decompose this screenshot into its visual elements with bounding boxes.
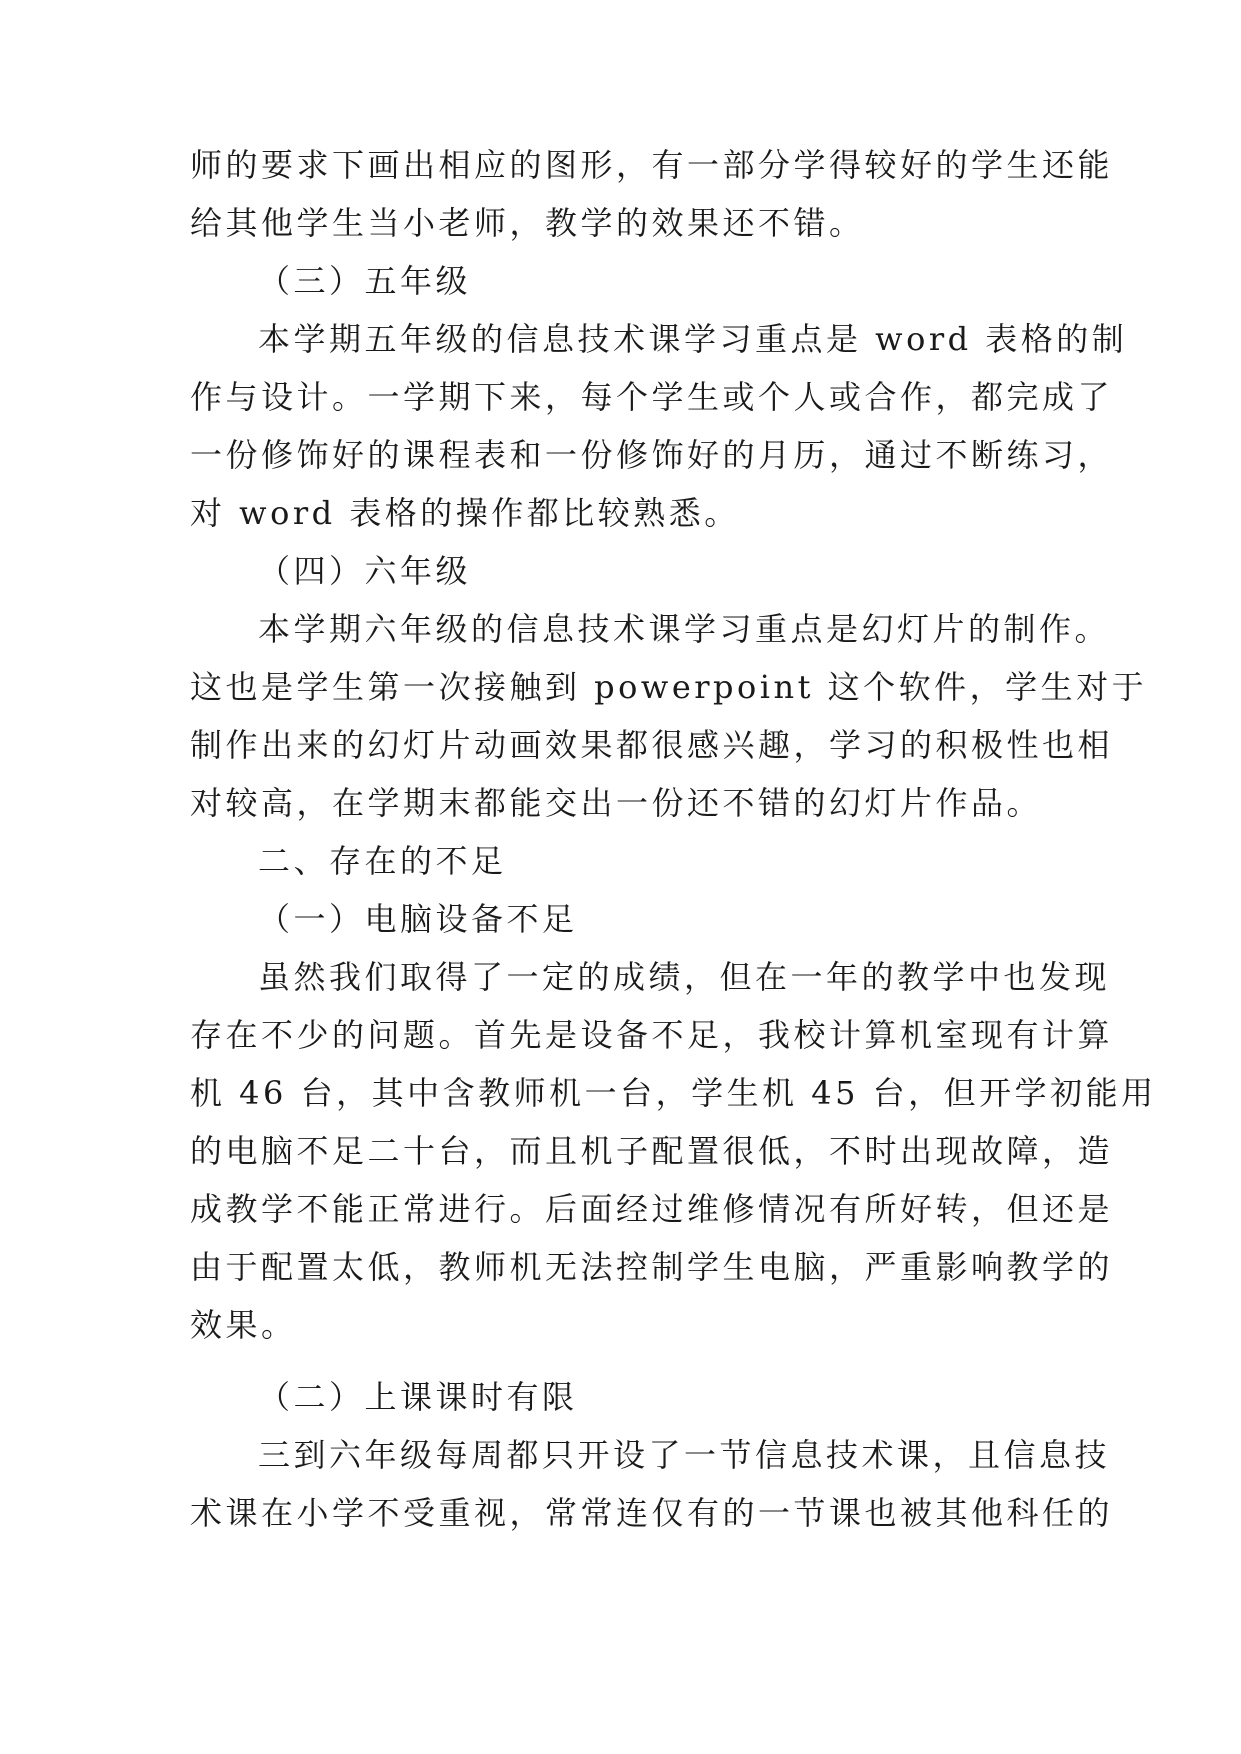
paragraph-line: 存在不少的问题。首先是设备不足，我校计算机室现有计算 — [190, 1016, 1114, 1054]
paragraph-line: 师的要求下画出相应的图形，有一部分学得较好的学生还能 — [190, 146, 1114, 184]
paragraph-line: 效果。 — [190, 1306, 297, 1344]
paragraph-line: 这也是学生第一次接触到 powerpoint 这个软件，学生对于 — [190, 668, 1148, 706]
paragraph-line: 对较高，在学期末都能交出一份还不错的幻灯片作品。 — [190, 784, 1043, 822]
paragraph-line: 术课在小学不受重视，常常连仅有的一节课也被其他科任的 — [190, 1494, 1114, 1532]
section-heading-grade-six: （四）六年级 — [258, 552, 472, 590]
paragraph-line: 作与设计。一学期下来，每个学生或个人或合作，都完成了 — [190, 378, 1114, 416]
paragraph-line: 成教学不能正常进行。后面经过维修情况有所好转，但还是 — [190, 1190, 1114, 1228]
paragraph-line: 三到六年级每周都只开设了一节信息技术课，且信息技 — [258, 1436, 1111, 1474]
paragraph-line: 一份修饰好的课程表和一份修饰好的月历，通过不断练习， — [190, 436, 1114, 474]
paragraph-line: 对 word 表格的操作都比较熟悉。 — [190, 494, 740, 532]
paragraph-line: 虽然我们取得了一定的成绩，但在一年的教学中也发现 — [258, 958, 1111, 996]
paragraph-line: 本学期五年级的信息技术课学习重点是 word 表格的制 — [258, 320, 1128, 358]
paragraph-line: 给其他学生当小老师，教学的效果还不错。 — [190, 204, 865, 242]
section-heading-shortcomings: 二、存在的不足 — [258, 842, 507, 880]
paragraph-line: 制作出来的幻灯片动画效果都很感兴趣，学习的积极性也相 — [190, 726, 1114, 764]
section-heading-equipment: （一）电脑设备不足 — [258, 900, 578, 938]
section-heading-class-hours: （二）上课课时有限 — [258, 1378, 578, 1416]
section-heading-grade-five: （三）五年级 — [258, 262, 472, 300]
paragraph-line: 本学期六年级的信息技术课学习重点是幻灯片的制作。 — [258, 610, 1111, 648]
paragraph-line: 机 46 台，其中含教师机一台，学生机 45 台，但开学初能用 — [190, 1074, 1157, 1112]
paragraph-line: 的电脑不足二十台，而且机子配置很低，不时出现故障，造 — [190, 1132, 1114, 1170]
paragraph-line: 由于配置太低，教师机无法控制学生电脑，严重影响教学的 — [190, 1248, 1114, 1286]
